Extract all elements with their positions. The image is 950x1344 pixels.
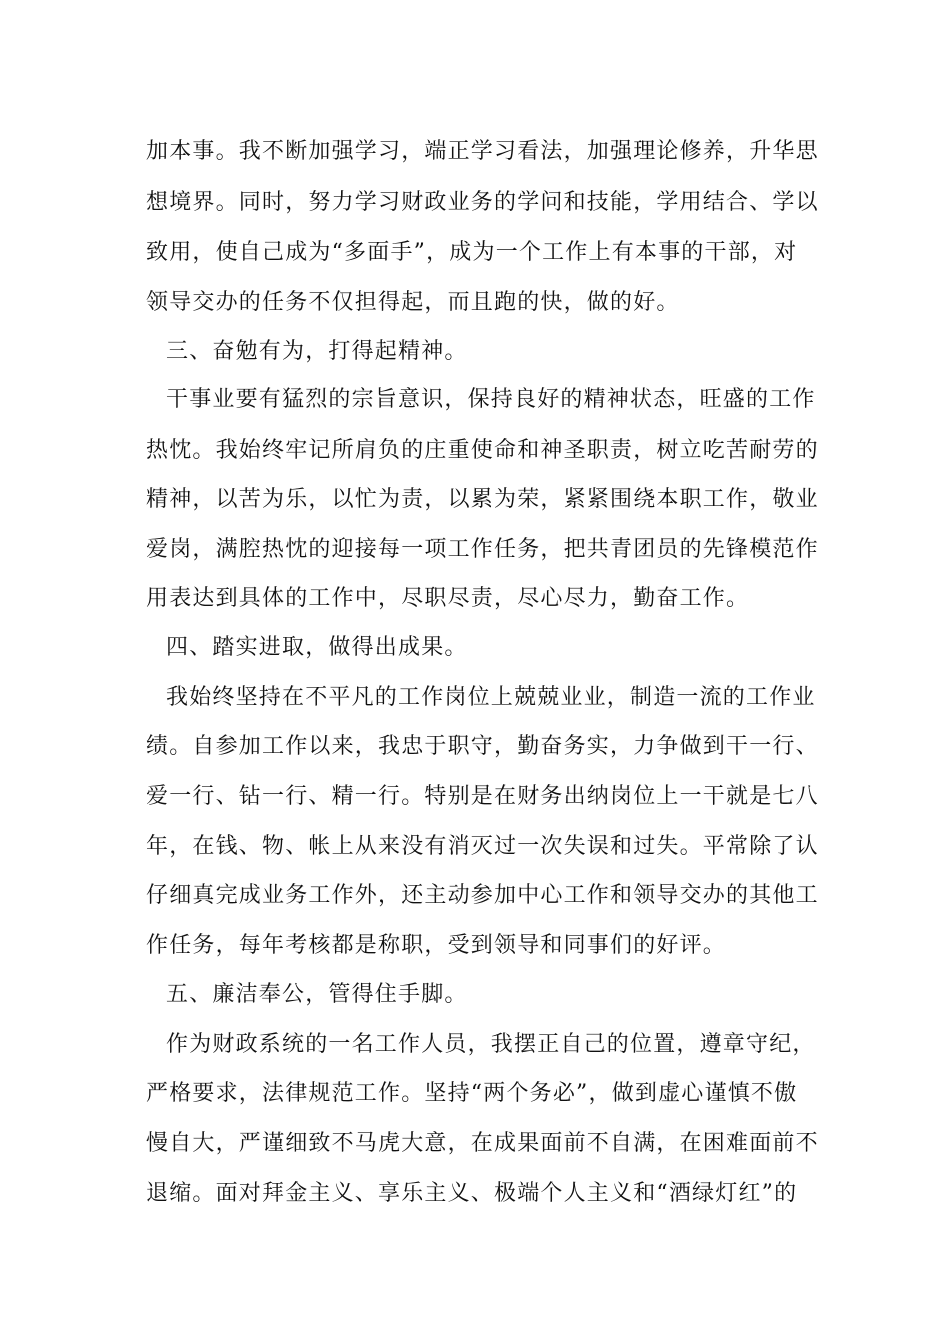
section-heading-4: 四、踏实进取，做得出成果。 — [166, 635, 468, 660]
text-line: 致用，使自己成为“多面手”，成为一个工作上有本事的干部，对 — [146, 240, 798, 265]
text-line: 绩。自参加工作以来，我忠于职守，勤奋务实，力争做到干一行、 — [146, 734, 819, 759]
text-line: 慢自大，严谨细致不马虎大意，在成果面前不自满，在困难面前不 — [146, 1131, 819, 1156]
text-line: 年，在钱、物、帐上从来没有消灭过一次失误和过失。平常除了认 — [146, 834, 819, 859]
text-line: 我始终坚持在不平凡的工作岗位上兢兢业业，制造一流的工作业 — [166, 685, 816, 710]
text-line: 想境界。同时，努力学习财政业务的学问和技能，学用结合、学以 — [146, 190, 819, 215]
text-line: 干事业要有猛烈的宗旨意识，保持良好的精神状态，旺盛的工作 — [166, 387, 816, 412]
text-line: 精神，以苦为乐，以忙为责，以累为荣，紧紧围绕本职工作，敬业 — [146, 487, 819, 512]
text-line: 领导交办的任务不仅担得起，而且跑的快，做的好。 — [146, 290, 680, 315]
text-line: 仔细真完成业务工作外，还主动参加中心工作和领导交办的其他工 — [146, 883, 819, 908]
text-line: 严格要求，法律规范工作。坚持“两个务必”，做到虚心谨慎不傲 — [146, 1081, 798, 1106]
text-line: 爱一行、钻一行、精一行。特别是在财务出纳岗位上一干就是七八 — [146, 784, 819, 809]
text-line: 用表达到具体的工作中，尽职尽责，尽心尽力，勤奋工作。 — [146, 586, 750, 611]
text-line: 作任务，每年考核都是称职，受到领导和同事们的好评。 — [146, 933, 727, 958]
text-line: 作为财政系统的一名工作人员，我摆正自己的位置，遵章守纪， — [166, 1032, 816, 1057]
section-heading-3: 三、奋勉有为，打得起精神。 — [166, 339, 468, 364]
text-line: 热忱。我始终牢记所肩负的庄重使命和神圣职责，树立吃苦耐劳的 — [146, 438, 819, 463]
section-heading-5: 五、廉洁奉公，管得住手脚。 — [166, 982, 468, 1007]
text-line: 加本事。我不断加强学习，端正学习看法，加强理论修养，升华思 — [146, 139, 819, 164]
text-line: 爱岗，满腔热忱的迎接每一项工作任务，把共青团员的先锋模范作 — [146, 537, 819, 562]
text-line: 退缩。面对拜金主义、享乐主义、极端个人主义和“酒绿灯红”的 — [146, 1181, 798, 1206]
